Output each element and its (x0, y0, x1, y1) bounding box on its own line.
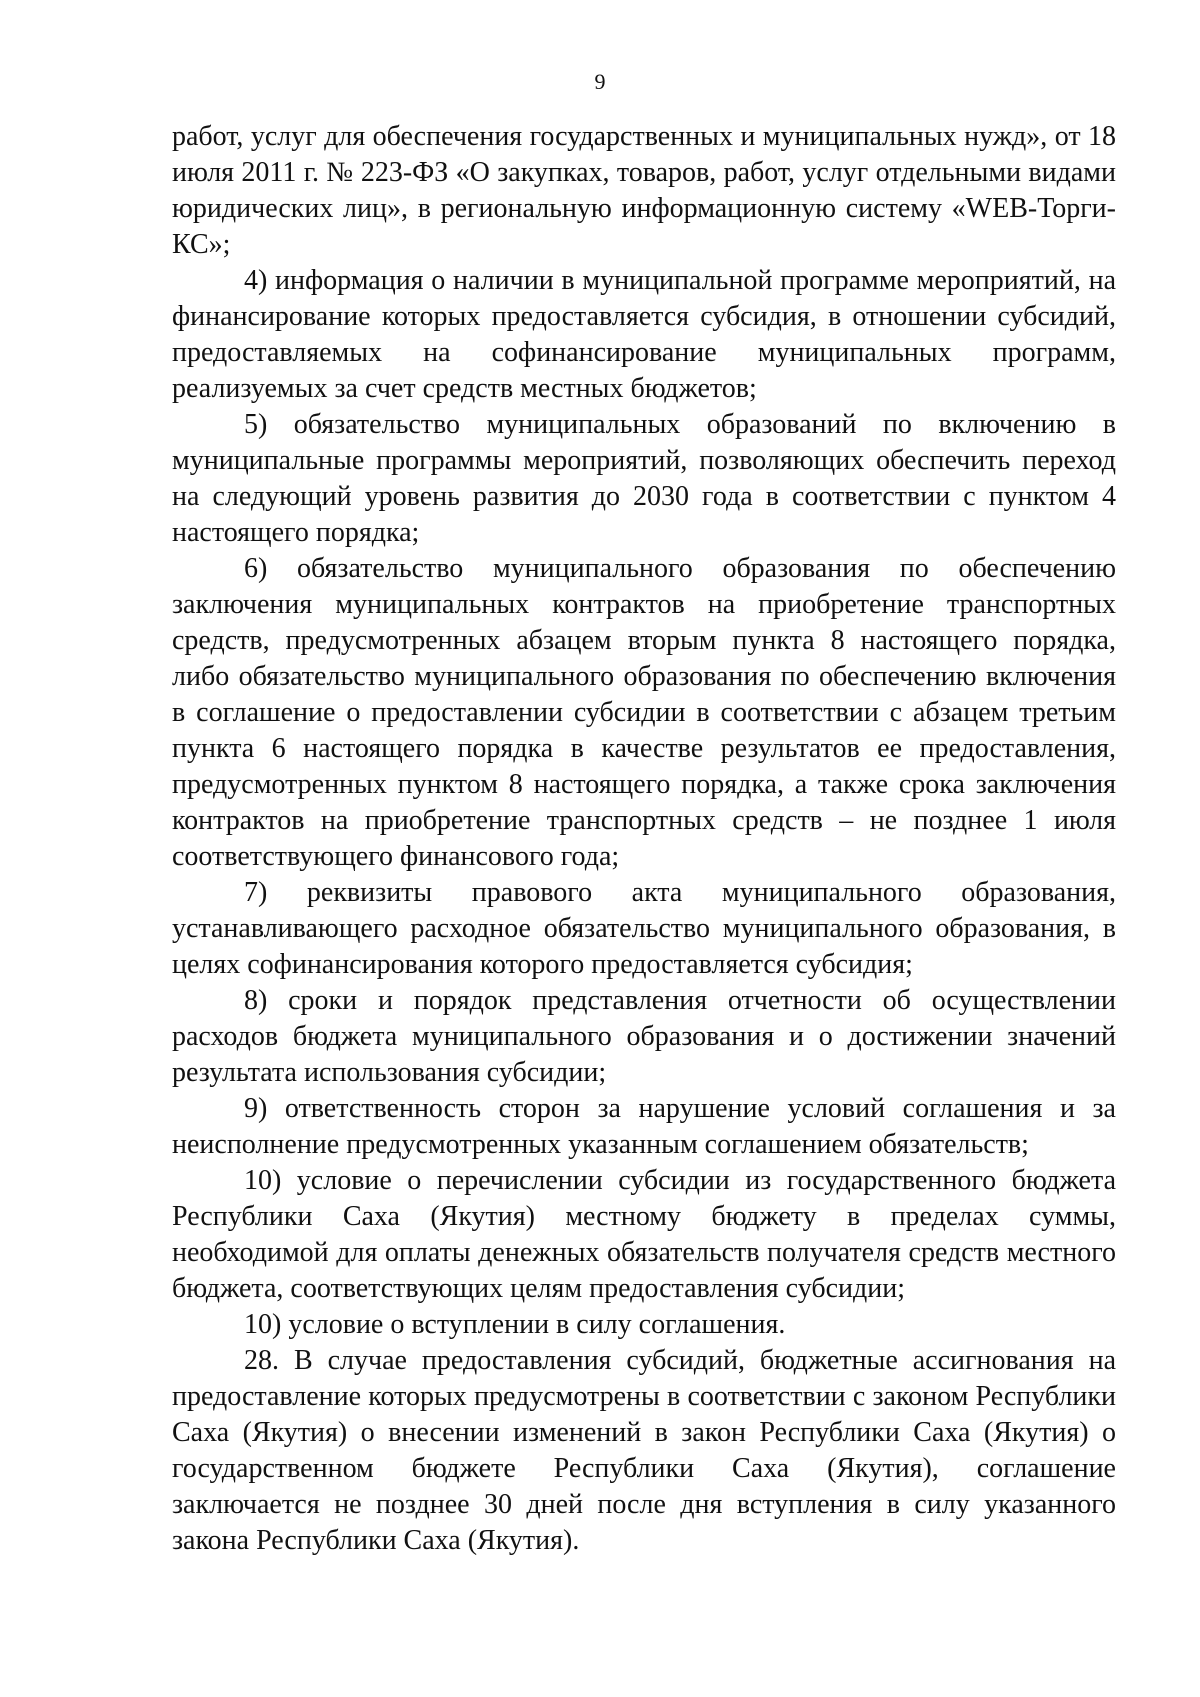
paragraph-continuation: работ, услуг для обеспечения государственных и муниципальных нужд», от 18 июля 2011 г. № 223-ФЗ «О закупках, товаров, работ, услуг отдельными видами юридических лиц», в региональную информационную систему «WEB-Торги-КС»; (172, 121, 1116, 260)
paragraph-item-9: 9) ответственность сторон за нарушение условий соглашения и за неисполнение предусмотренных указанным соглашением обязательств; (172, 1093, 1116, 1160)
paragraph-item-6: 6) обязательство муниципального образования по обеспечению заключения муниципальных контрактов на приобретение транспортных средств, предусмотренных абзацем вторым пункта 8 настоящего порядка, либо обязательство муниципального образования по обеспечению включения в соглашение о предоставлении субсидии в соответствии с абзацем третьим пункта 6 настоящего порядка в качестве результатов ее предоставления, предусмотренных пунктом 8 настоящего порядка, а также срока заключения контрактов на приобретение транспортных средств – не позднее 1 июля соответствующего финансового года; (172, 553, 1116, 872)
paragraph-section-28: 28. В случае предоставления субсидий, бюджетные ассигнования на предоставление которых предусмотрены в соответствии с законом Республики Саха (Якутия) о внесении изменений в закон Республики Саха (Якутия) о государственном бюджете Республики Саха (Якутия), соглашение заключается не позднее 30 дней после дня вступления в силу указанного закона Республики Саха (Якутия). (172, 1345, 1116, 1556)
document-body (172, 119, 1116, 1559)
paragraph-item-5: 5) обязательство муниципальных образований по включению в муниципальные программы мероприятий, позволяющих обеспечить переход на следующий уровень развития до 2030 года в соответствии с пунктом 4 настоящего порядка; (172, 409, 1116, 548)
paragraph-item-4: 4) информация о наличии в муниципальной программе мероприятий, на финансирование которых предоставляется субсидия, в отношении субсидий, предоставляемых на софинансирование муниципальных программ, реализуемых за счет средств местных бюджетов; (172, 265, 1116, 404)
paragraph-item-10-transfer: 10) условие о перечислении субсидии из государственного бюджета Республики Саха (Якутия) местному бюджету в пределах суммы, необходимой для оплаты денежных обязательств получателя средств местного бюджета, соответствующих целям предоставления субсидии; (172, 1165, 1116, 1304)
paragraph-item-10-effect: 10) условие о вступлении в силу соглашения. (244, 1309, 786, 1340)
paragraph-item-8: 8) сроки и порядок представления отчетности об осуществлении расходов бюджета муниципального образования и о достижении значений результата использования субсидии; (172, 985, 1116, 1088)
page-number: 9 (594, 69, 606, 94)
paragraph-item-7: 7) реквизиты правового акта муниципального образования, устанавливающего расходное обязательство муниципального образования, в целях софинансирования которого предоставляется субсидия; (172, 877, 1116, 980)
